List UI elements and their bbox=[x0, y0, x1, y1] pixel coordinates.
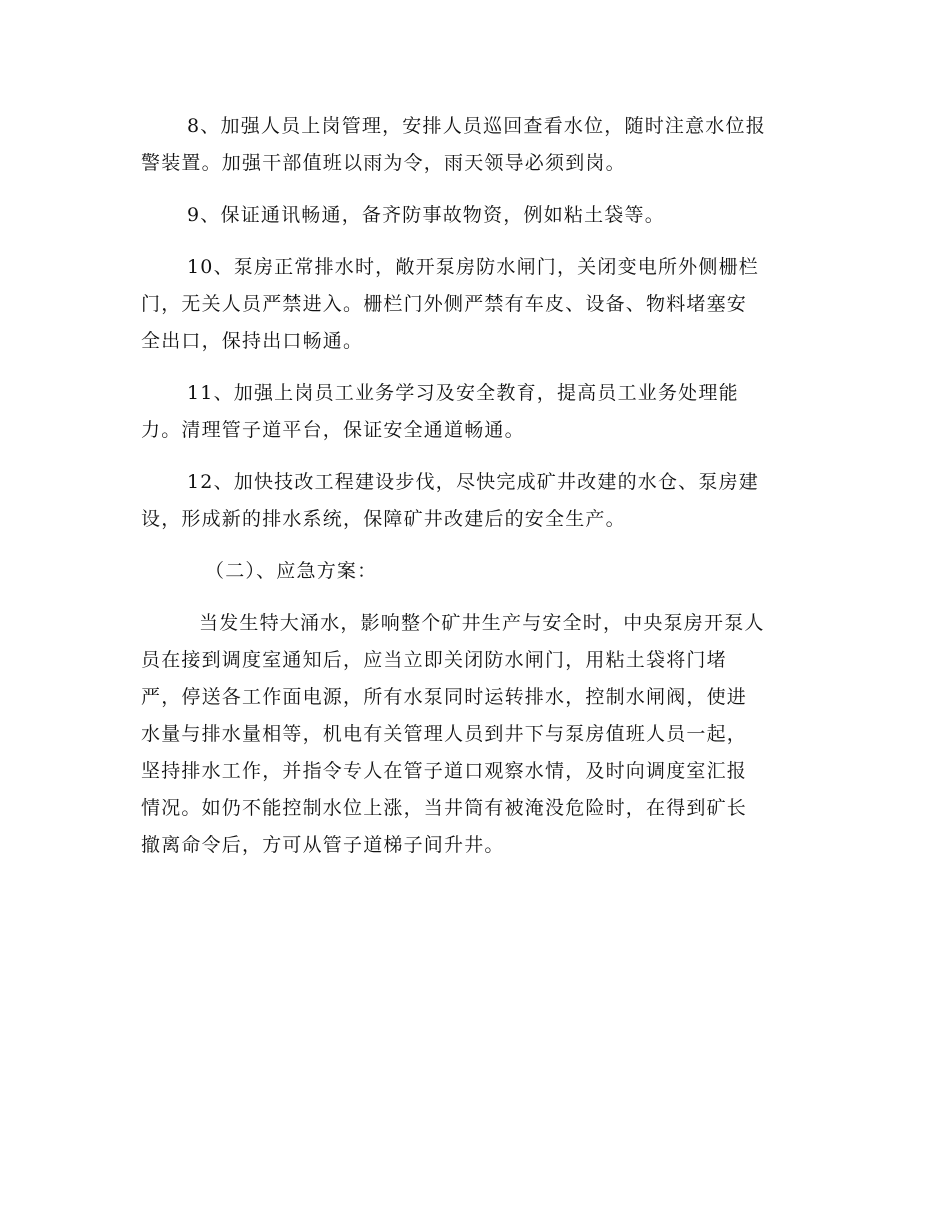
paragraph-item-10 bbox=[141, 249, 801, 360]
paragraph-line: 警装置。加强干部值班以雨为令，雨天领导必须到岗。 bbox=[141, 152, 626, 174]
section-heading bbox=[141, 553, 801, 590]
paragraph-line: 员在接到调度室通知后，应当立即关闭防水闸门，用粘土袋将门堵 bbox=[141, 649, 727, 671]
paragraph-line: 11、加强上岗员工业务学习及安全教育，提高员工业务处理能 bbox=[187, 382, 739, 404]
section-heading-text: （二）、应急方案： bbox=[205, 560, 378, 582]
paragraph-line: 9、保证通讯畅通，备齐防事故物资，例如粘土袋等。 bbox=[187, 204, 665, 226]
paragraph-line: 门，无关人员严禁进入。栅栏门外侧严禁有车皮、设备、物料堵塞安 bbox=[141, 293, 748, 315]
document-body bbox=[141, 108, 801, 879]
paragraph-line: 10、泵房正常排水时，敞开泵房防水闸门，关闭变电所外侧栅栏 bbox=[187, 256, 759, 278]
paragraph-line: 12、加快技改工程建设步伐，尽快完成矿井改建的水仓、泵房建 bbox=[187, 471, 759, 493]
paragraph-emergency-plan bbox=[141, 605, 801, 864]
paragraph-line: 当发生特大涌水，影响整个矿井生产与安全时，中央泵房开泵人 bbox=[199, 612, 765, 634]
paragraph-line: 情况。如仍不能控制水位上涨，当井筒有被淹没危险时，在得到矿长 bbox=[141, 797, 748, 819]
paragraph-item-8 bbox=[141, 108, 801, 182]
paragraph-line: 8、加强人员上岗管理，安排人员巡回查看水位，随时注意水位报 bbox=[187, 115, 766, 137]
paragraph-line: 坚持排水工作，并指令专人在管子道口观察水情，及时向调度室汇报 bbox=[141, 760, 748, 782]
paragraph-line: 水量与排水量相等，机电有关管理人员到井下与泵房值班人员一起， bbox=[141, 723, 748, 745]
paragraph-line: 撤离命令后，方可从管子道梯子间升井。 bbox=[141, 834, 505, 856]
paragraph-item-11 bbox=[141, 375, 801, 449]
paragraph-line: 力。清理管子道平台，保证安全通道畅通。 bbox=[141, 419, 525, 441]
paragraph-item-12 bbox=[141, 464, 801, 538]
paragraph-item-9 bbox=[141, 197, 801, 234]
paragraph-line: 设，形成新的排水系统，保障矿井改建后的安全生产。 bbox=[141, 508, 626, 530]
paragraph-line: 全出口，保持出口畅通。 bbox=[141, 330, 364, 352]
paragraph-line: 严，停送各工作面电源，所有水泵同时运转排水，控制水闸阀，使进 bbox=[141, 686, 748, 708]
